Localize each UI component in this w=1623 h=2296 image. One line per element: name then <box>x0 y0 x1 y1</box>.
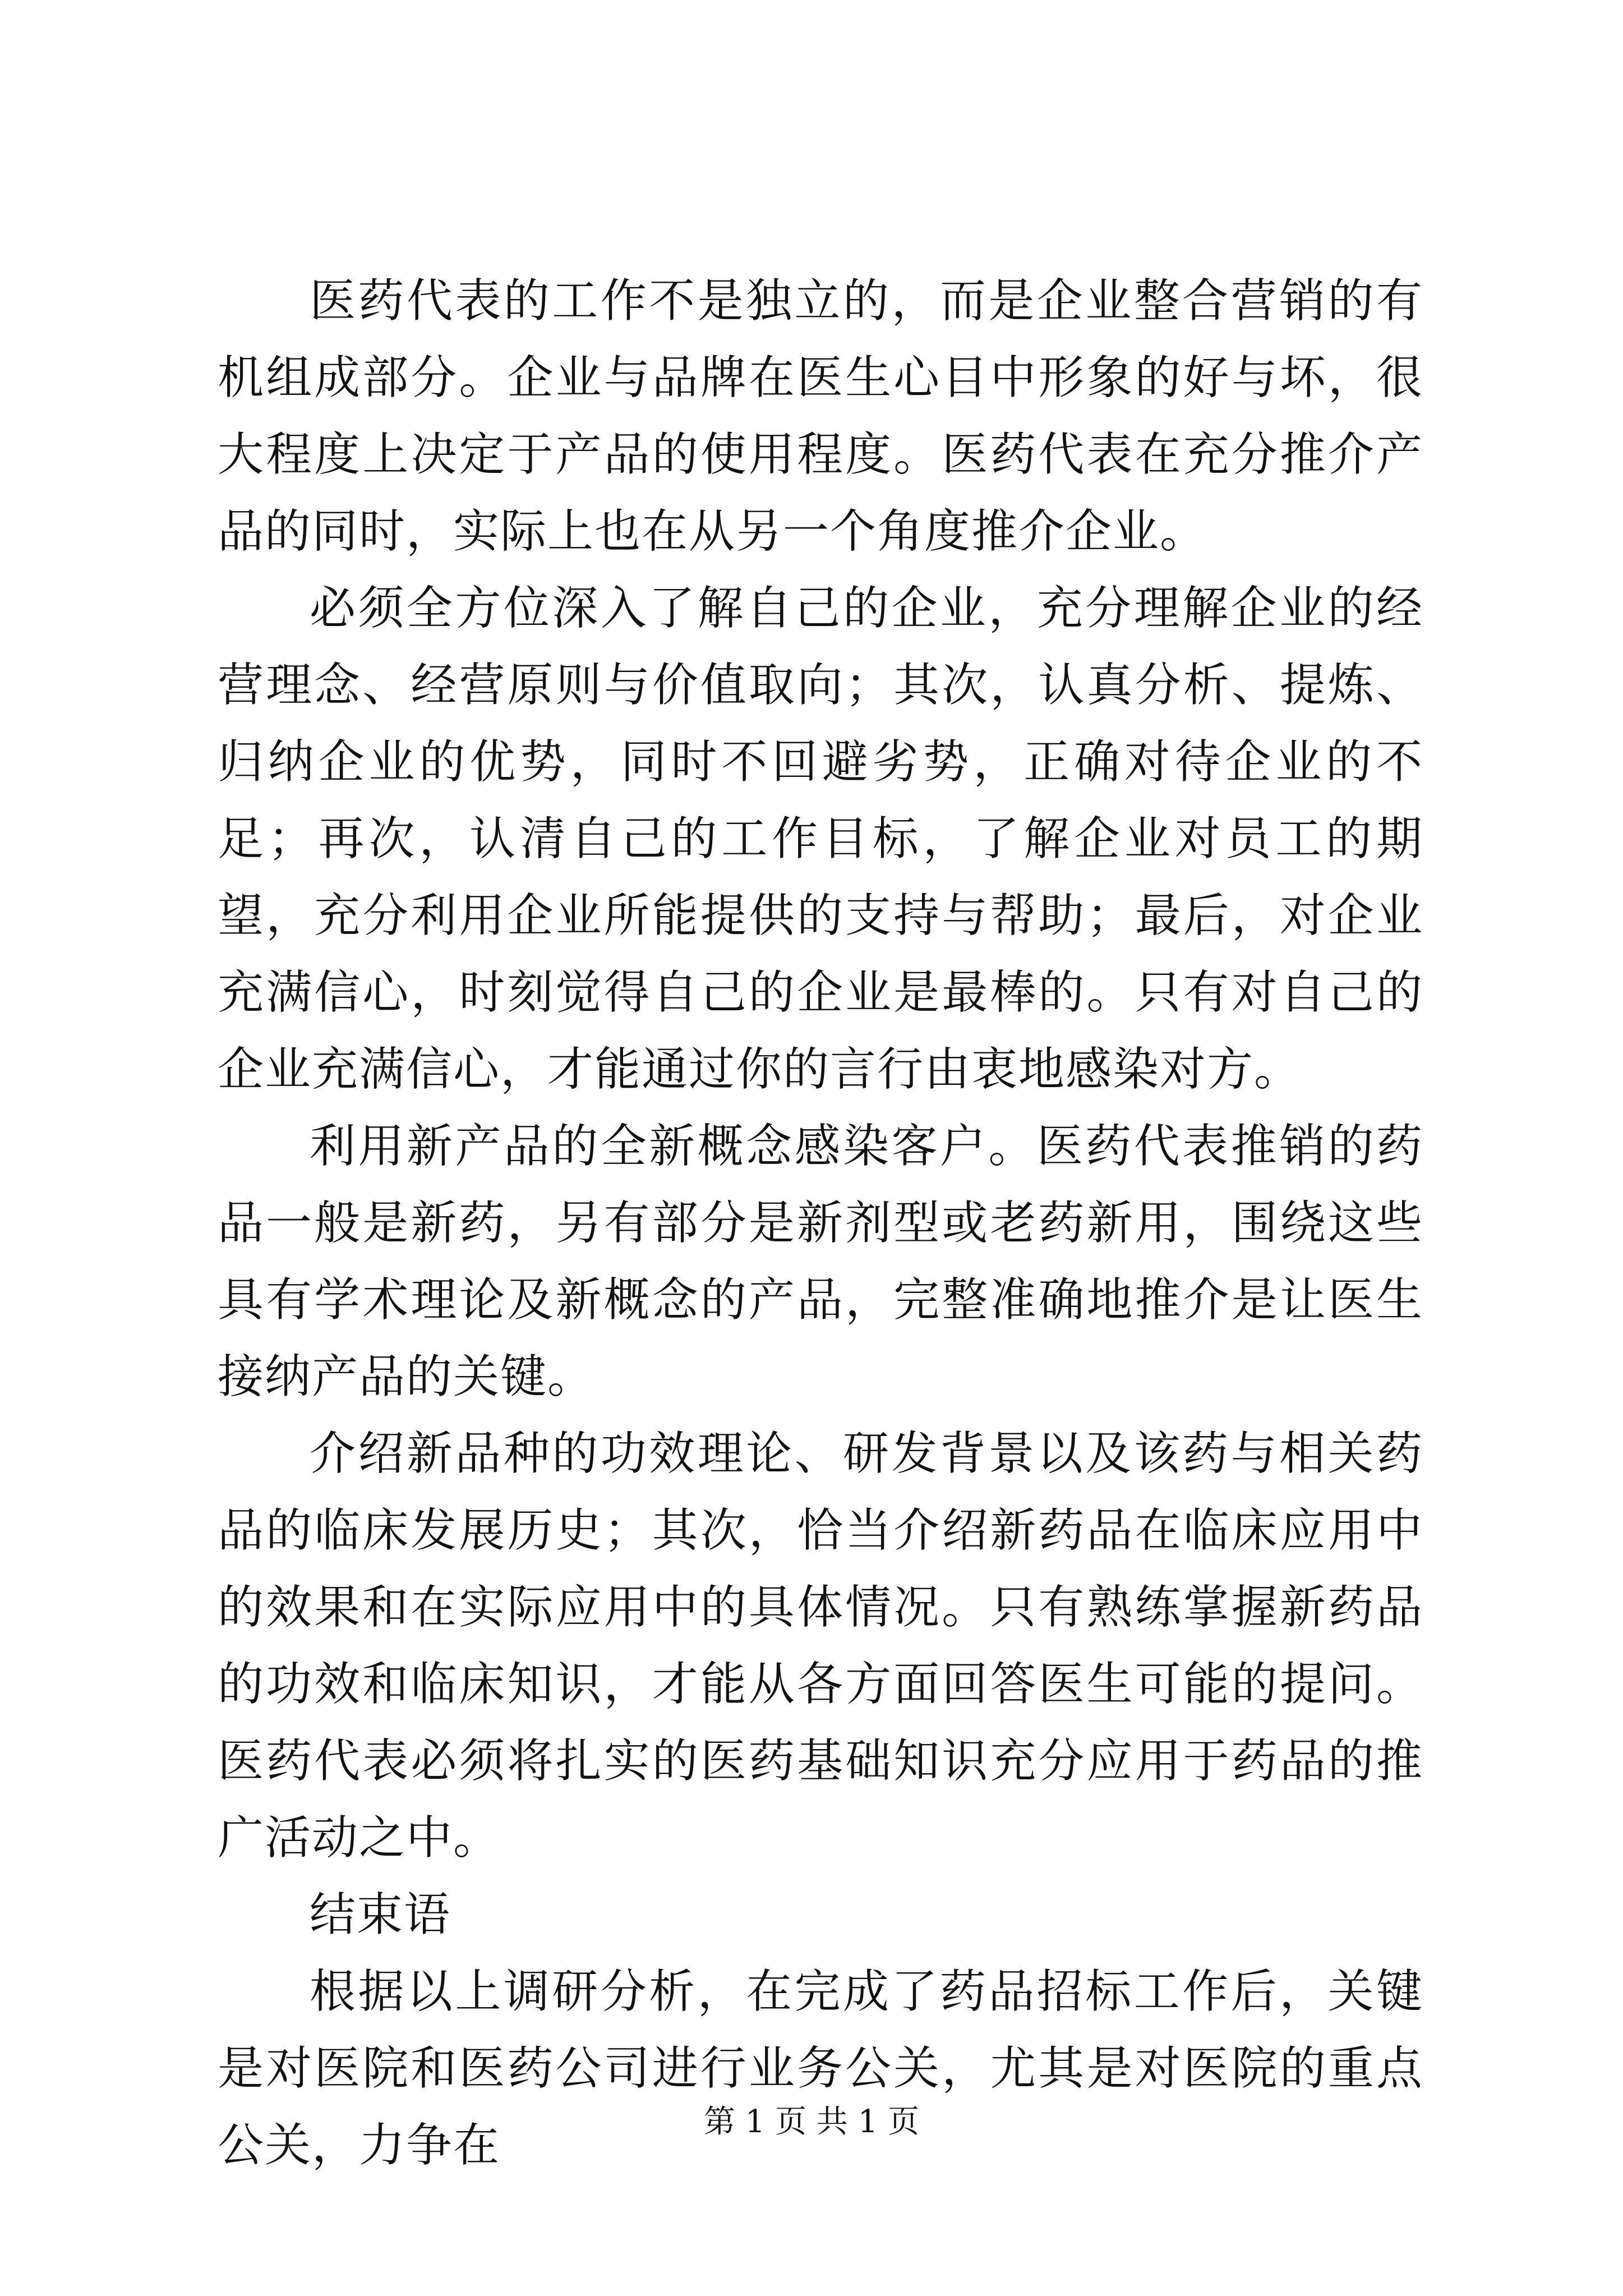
page-footer: 第 1 页 共 1 页 <box>703 2104 920 2140</box>
document-body <box>218 263 1423 2184</box>
paragraph-3: 利用新产品的全新概念感染客户。医药代表推销的药品一般是新药，另有部分是新剂型或老药新用，围绕这些具有学术理论及新概念的产品，完整准确地推介是让医生接纳产品的关键。 <box>218 1120 1423 1404</box>
section-heading-conclusion: 结束语 <box>310 1888 451 1941</box>
paragraph-2: 必须全方位深入了解自己的企业，充分理解企业的经营理念、经营原则与价值取向；其次，认真分析、提炼、归纳企业的优势，同时不回避劣势，正确对待企业的不足；再次，认清自己的工作目标，了解企业对员工的期望，充分利用企业所能提供的支持与帮助；最后，对企业充满信心，时刻觉得自己的企业是最棒的。只有对自己的企业充满信心，才能通过你的言行由衷地感染对方。 <box>218 582 1423 1096</box>
paragraph-4: 介绍新品种的功效理论、研发背景以及该药与相关药品的临床发展历史；其次，恰当介绍新药品在临床应用中的效果和在实际应用中的具体情况。只有熟练掌握新药品的功效和临床知识，才能从各方面回答医生可能的提问。医药代表必须将扎实的医药基础知识充分应用于药品的推广活动之中。 <box>218 1427 1423 1865</box>
paragraph-6: 根据以上调研分析，在完成了药品招标工作后，关键是对医院和医药公司进行业务公关，尤其是对医院的重点公关，力争在 <box>218 1965 1423 2172</box>
paragraph-1: 医药代表的工作不是独立的，而是企业整合营销的有机组成部分。企业与品牌在医生心目中形象的好与坏，很大程度上决定于产品的使用程度。医药代表在充分推介产品的同时，实际上也在从另一个角度推介企业。 <box>218 274 1423 558</box>
